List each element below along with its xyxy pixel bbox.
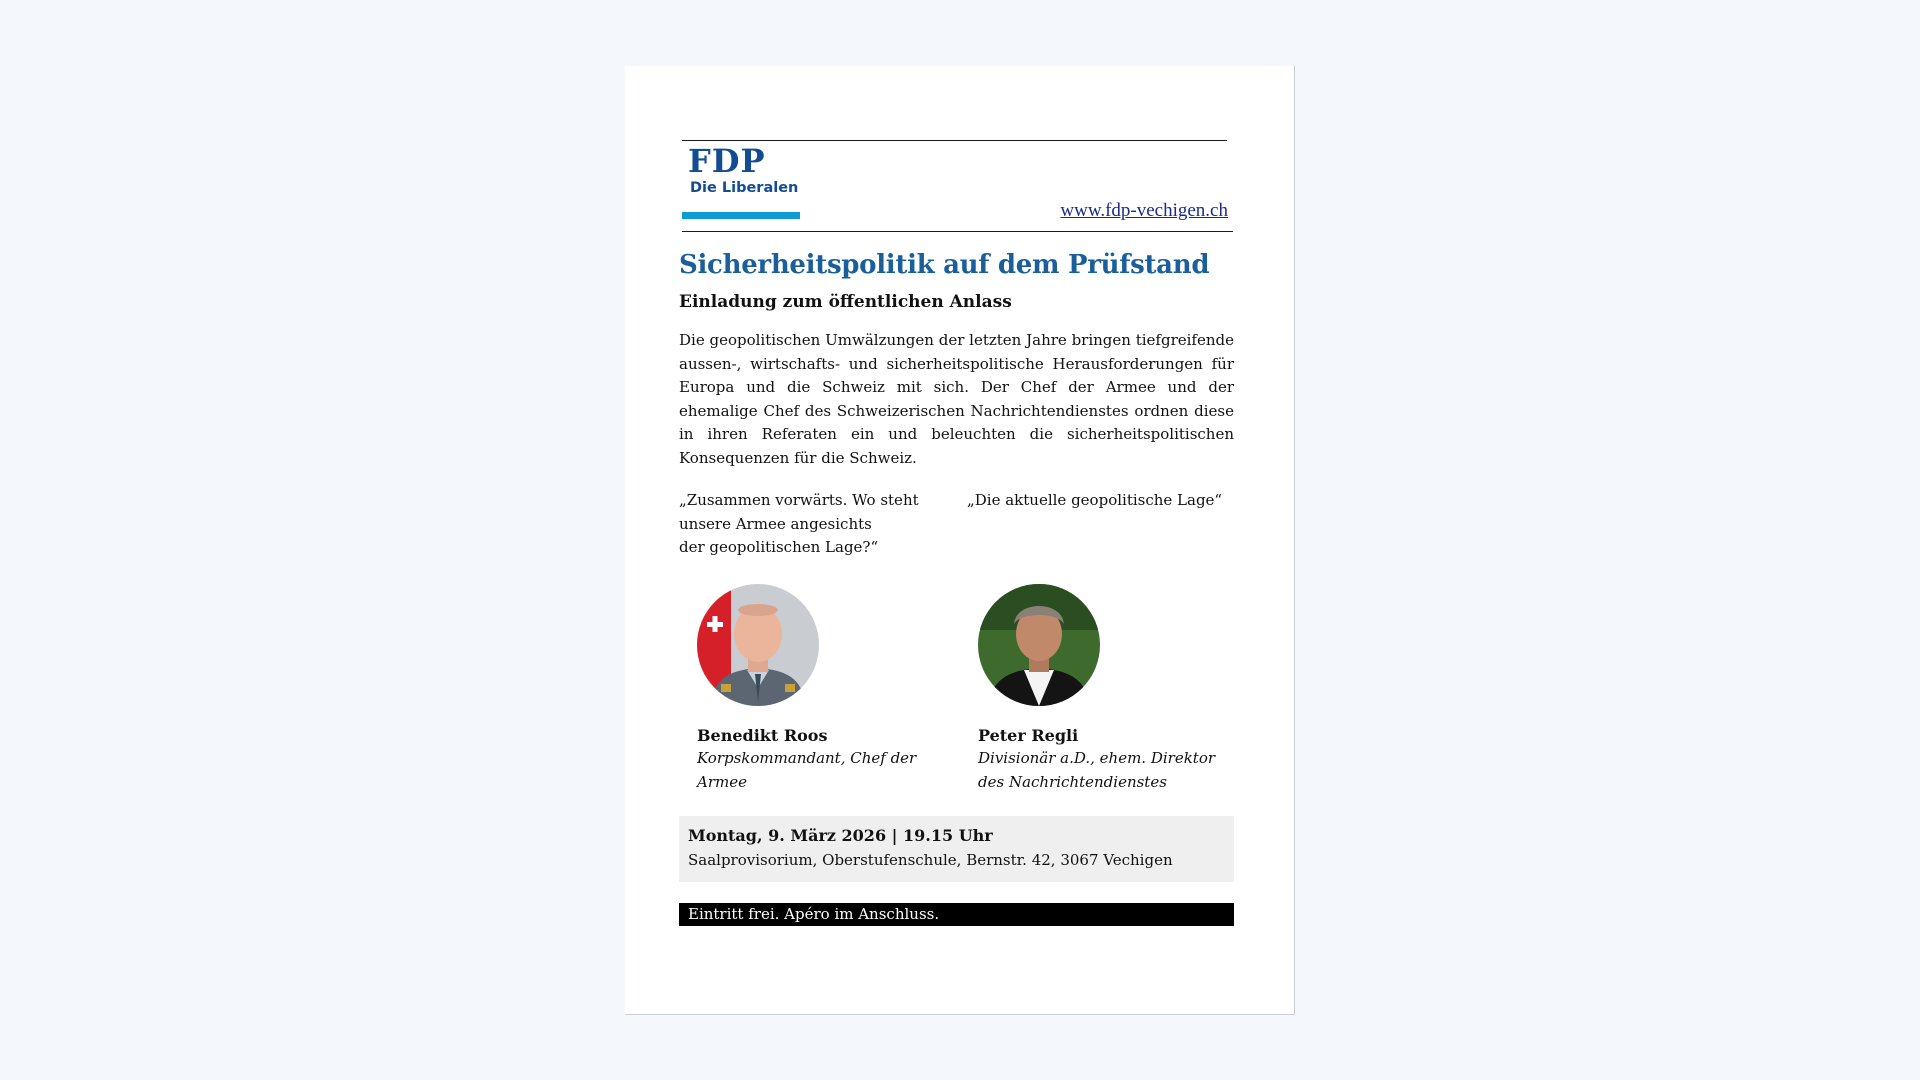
page-subtitle: Einladung zum öffentlichen Anlass bbox=[679, 292, 1012, 312]
website-link[interactable]: www.fdp-vechigen.ch bbox=[1060, 200, 1228, 221]
invitation-page bbox=[625, 66, 1295, 1015]
header-bottom-rule bbox=[682, 231, 1233, 232]
speaker-name: Benedikt Roos bbox=[697, 726, 828, 745]
logo-subtitle: Die Liberalen bbox=[690, 180, 799, 196]
talk-title-left: „Zusammen vorwärts. Wo steht unsere Armee angesichts der geopolitischen Lage?“ bbox=[679, 491, 919, 557]
logo-main-text: FDP bbox=[688, 142, 766, 180]
speaker-photo-roos bbox=[697, 584, 819, 706]
logo-accent-bar bbox=[682, 212, 800, 219]
intro-paragraph: Die geopolitischen Umwälzungen der letzten Jahre bringen tiefgreifende aussen-, wirtschafts- und sicherheitspolitische Herausforderungen für Europa und die Schweiz mit sich. Der Chef der Armee und der ehemalige Chef des Schweizerischen Nachrichtendienstes ordnen diese in ihren Referaten ein und beleuchten die sicherheitspolitischen Konsequenzen für die Schweiz. bbox=[679, 331, 1234, 467]
speaker-info-regli bbox=[978, 724, 1238, 794]
header-top-rule bbox=[682, 140, 1227, 141]
event-details-box bbox=[679, 816, 1234, 882]
entry-note-bar: Eintritt frei. Apéro im Anschluss. bbox=[679, 903, 1234, 926]
speaker-role: Korpskommandant, Chef der Armee bbox=[697, 749, 917, 791]
speaker-name: Peter Regli bbox=[978, 726, 1079, 745]
speaker-photo-regli bbox=[978, 584, 1100, 706]
page-title: Sicherheitspolitik auf dem Prüfstand bbox=[679, 250, 1210, 280]
fdp-logo bbox=[688, 144, 798, 196]
speaker-role: Divisionär a.D., ehem. Direktor des Nachrichtendienstes bbox=[978, 749, 1216, 791]
event-venue: Saalprovisorium, Oberstufenschule, Bernstr. 42, 3067 Vechigen bbox=[688, 851, 1173, 869]
event-date-time: Montag, 9. März 2026 | 19.15 Uhr bbox=[688, 826, 993, 845]
speaker-info-roos bbox=[697, 724, 967, 794]
talk-title-right: „Die aktuelle geopolitische Lage“ bbox=[967, 491, 1223, 509]
